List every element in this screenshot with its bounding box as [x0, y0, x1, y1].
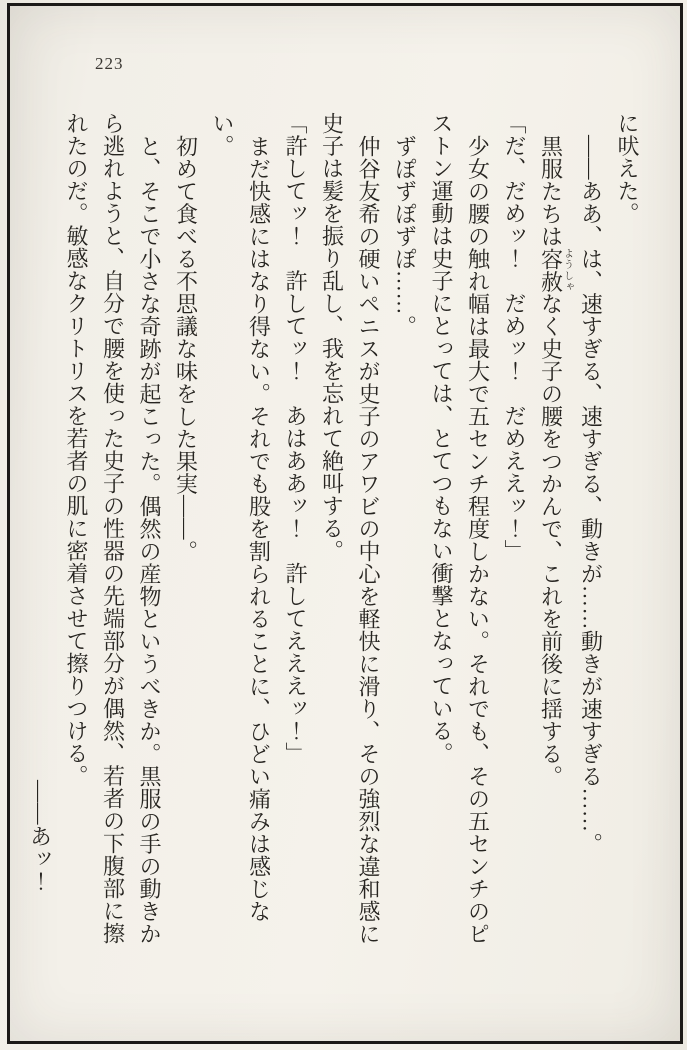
paragraph: ――ああ、は、速すぎる、速すぎる、動きが……動きが速すぎる……。	[578, 135, 604, 855]
paragraph: に吠えた。	[615, 112, 640, 225]
page-number: 223	[95, 54, 124, 73]
paragraph: 初めて食べる不思議な味をした果実――。	[173, 135, 199, 563]
paragraph: 仲谷友希の硬いペニスが史子のアワビの中心を軽快に滑り、その強烈な違和感に史子は髪を振り乱し、我を忘れて絶叫する。	[319, 112, 381, 945]
paragraph: 黒服たちは容赦ようしゃなく史子の腰をつかんで、これを前後に揺する。	[538, 135, 573, 788]
paragraph: ――あッ！	[27, 780, 53, 893]
paragraph: 少女の腰の触れ幅は最大で五センチ程度しかない。それでも、その五センチのピストン運動は史子にとっては、とてつもない衝撃となっている。	[429, 112, 491, 945]
paragraph: まだ快感にはなり得ない。それでも股を割られることに、ひどい痛みは感じない。	[210, 112, 272, 923]
paragraph: 「許してッ！ 許してッ！ あはああッ！ 許してえええッ！」	[283, 112, 308, 765]
paragraph: ずぽずぽずぽ……。	[392, 135, 418, 338]
furigana-ruby: 容赦ようしゃ	[538, 247, 573, 293]
paragraph: と、そこで小さな奇跡が起こった。偶然の産物というべきか。黒服の手の動きから逃れようと、自分で腰を使った史子の性器の先端部分が偶然、若者の下腹部に擦れたのだ。敏感なクリトリスを若者の肌に密着させて擦りつける。	[64, 112, 162, 945]
body-text	[21, 112, 645, 952]
paragraph: 「だ、だめッ！ だめッ！ だめええッ！」	[502, 112, 527, 562]
